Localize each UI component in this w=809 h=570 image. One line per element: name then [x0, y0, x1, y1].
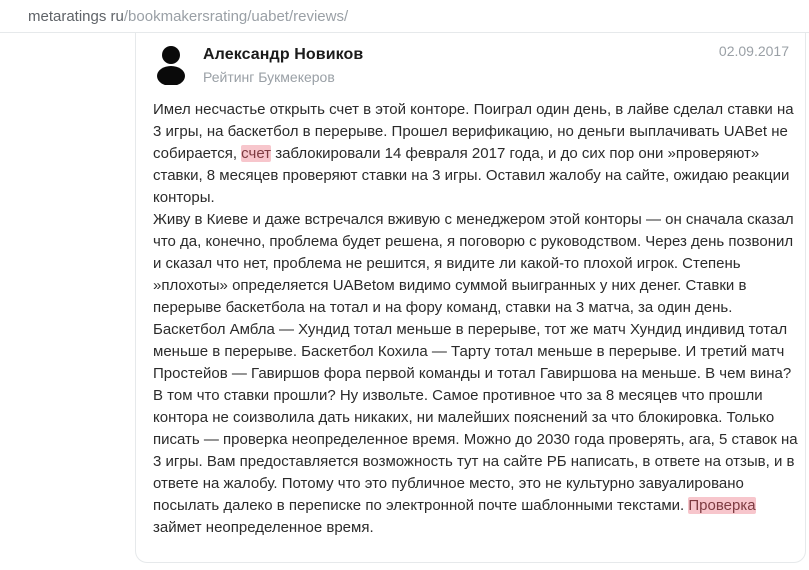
highlighted-term: счет [241, 145, 272, 162]
avatar [153, 45, 189, 85]
author-name: Александр Новиков [203, 46, 364, 63]
review-header [136, 33, 805, 85]
url-domain: metaratings ru [28, 8, 124, 25]
person-icon [153, 45, 189, 85]
review-date: 02.09.2017 [718, 43, 789, 59]
author-source: Рейтинг Букмекеров [203, 69, 335, 85]
review-paragraph: Имел несчастье открыть счет в этой конторе. Поиграл один день, в лайве сделал ставки на 3 игры, на баскетбол в перерыве. Прошел верификацию, но деньги выплачивать UABet не собирается, счет заблокировали 14 февраля 2017 года, и до сих пор они »проверяют» ставки, 8 месяцев проверяют ставки на 3 игры. Оставил жалобу на сайте, ожидаю реакции конторы. [153, 101, 794, 206]
author-block [203, 45, 363, 85]
highlighted-term: Проверка [688, 497, 756, 514]
review-card [135, 33, 806, 563]
url-path: /bookmakersrating/uabet/reviews/ [123, 8, 349, 25]
review-body [153, 99, 800, 539]
url-bar[interactable] [0, 0, 809, 33]
review-paragraph: Живу в Киеве и даже встречался вживую с менеджером этой конторы — он сначала сказал что да, конечно, проблема будет решена, я поговорю с руководством. Через день позвонил и сказал что нет, проблема не решится, я видите ли какой-то плохой игрок. Степень »плохоты» определяется UABetом видимо суммой выигранных у них денег. Ставки в перерыве баскетбола на тотал и на фору команд, ставки на 3 матча, за один день. Баскетбол Амбла — Хундид тотал меньше в перерыве, тот же матч Хундид индивид тотал меньше в перерыве. Баскетбол Кохила — Тарту тотал меньше в перерыве. И третий матч Простейов — Гавиршов фора первой команды и тотал Гавиршова на меньше. В чем вина? В том что ставки прошли? Ну извольте. Самое противное что за 8 месяцев что прошли контора не соизволила дать никаких, ни малейших пояснений за что блокировка. Только писать — проверка неопределенное время. Можно до 2030 года проверять, ага, 5 ставок на 3 игры. Вам предоставляется возможность тут на сайте РБ написать, в ответе на отзыв, и в ответе на жалобу. Потому что это публичное место, это не культурно завуалировано посылать далеко в переписке по электронной почте шаблонными текстами. Проверка займет неопределенное время. [153, 211, 798, 536]
